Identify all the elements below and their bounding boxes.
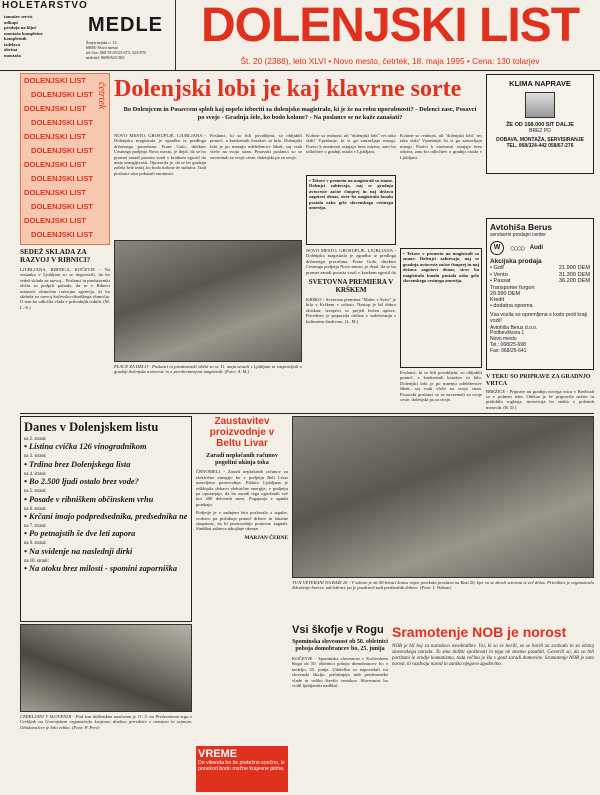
danes-item-page: na 9. strani: xyxy=(24,541,47,547)
danes-item xyxy=(24,489,188,504)
danes-photo-image xyxy=(20,624,192,712)
side-logo: DOLENJSKI LIST xyxy=(24,216,87,225)
zaustavitev-body: ČRNOMELJ - Zaradi neplačanih računov za električno energijo bo v podjetju Belt Livar ustavljena proizvodnja. Elektro Ljubljana je odklopila dobavo električne energije, v podjetju pa opozarjajo, da bo zaradi tega ogroženih več kot 200 delovnih mest. Pogajanja z upniki potekajo. xyxy=(196,469,288,507)
danes-item-text: • Trdina brez Dolenjskega lista xyxy=(24,459,131,469)
vreme-box xyxy=(196,746,288,792)
lead-body-col3: Kolone so realnost, ali "dolenjski lobi" res tako slab? Vprašanje, ki si ga zastavljajo mnogi. Pozivi k enotnosti ostajajo brez odziva, zato bo odločitev o gradnji ostala v Ljubljani. xyxy=(306,133,396,155)
premiera-body: KRŠKO - Svetovna premiera "Malec v Švici" je bila v Krškem v soboto. Nastop je bil dobro obiskan; izvajalci so prejeli bučen aplavz. Prireditev je pripravila občina v sodelovanju s kulturnim društvom. (L. M.) xyxy=(306,297,396,324)
danes-item-text: • Po petnajstih še dve leti zapora xyxy=(24,529,136,539)
berus-model-price: 21.990 DEM xyxy=(558,265,590,271)
medle-address xyxy=(86,40,174,60)
berus-extra-line: • dodatna oprema xyxy=(490,303,533,310)
side-logo: DOLENJSKI LIST xyxy=(24,160,87,169)
klima-ad xyxy=(486,74,594,174)
zaustavitev-signature: MARJAN ČERNE xyxy=(244,534,288,541)
vrtec-title: V TEKU SO PRIPRAVE ZA GRADNJO VRTCA xyxy=(486,374,591,387)
lead-body-col4: Kolone so realnost, ali "dolenjski lobi" res tako slab? Vprašanje, ki si ga zastavljajo mnogi. Pozivi k enotnosti ostajajo brez odziva, zato bo odločitev o gradnji ostala v Ljubljani. xyxy=(400,133,482,160)
side-logo: DOLENJSKI LIST xyxy=(31,230,94,239)
berus-address-line: Podbevškova 1 xyxy=(490,330,525,337)
zaustavitev-body2: Podjetje je v zadnjem letu poslovalo z izgubo, vodstvo pa pričakuje pomoč države in lokalne skupnosti, da bi proizvodnjo ponovno zagnali. Sindikat zahteva takojšnje ukrepe. xyxy=(196,510,288,532)
partner-line: montaža kompletne xyxy=(4,30,43,36)
danes-item-page: na 2. strani: xyxy=(24,437,47,442)
berus-sub: serviserni prodajni center xyxy=(490,232,546,238)
premiera-title: SVETOVNA PREMIERA V KRŠKEM xyxy=(308,278,394,294)
berus-invite: Vsa vozila so opremljena s kodo proti kraji vozil! xyxy=(490,311,587,324)
lead-body-col1: NOVO MESTO, GROSUPLJE, LJUBLJANA - Dolenjska magistrala je zgradba iz predloga državnega proračuna. Franc Golo, direktor Cestnega podjetja Novo mesto, je dejal, da se bo promet zaradi porasta vozil v kratkem zgostil do meje zmogljivosti. Opozorila je, da se bo gradnja začela šele tedaj, ko bodo kolone že stalnica. Tudi poslanci niso pokazali enotnosti. xyxy=(114,133,206,176)
lead-box-text: • Težave v prometu na magistrali so znane. Dolenjci zahtevajo, naj se gradnja avtoceste začne čimprej in naj država zagotovi denar, sicer bo magistrala kmalu postala ozko grlo slovenskega cestnega omrežja. xyxy=(309,178,393,211)
lead-box xyxy=(306,175,396,245)
premiera-article xyxy=(306,278,396,412)
klima-price: ŽE OD 168.000 SIT DALJE xyxy=(506,122,574,128)
partner-kicker: HOLETARSTVO xyxy=(2,0,88,11)
klima-phone: TEL. 068/324-442 058/67-276 xyxy=(506,143,574,149)
masthead-rule xyxy=(0,70,600,71)
danes-item-text: • Krčani imajo podpredsednika, predsednika ne xyxy=(24,512,188,522)
danes-box xyxy=(20,416,192,622)
berus-model-name: • Golf xyxy=(490,265,504,271)
medle-address-line: mobitel: 0609/623-585 xyxy=(86,55,125,60)
partner-line: montaža xyxy=(4,52,21,58)
partner-line: izdelava xyxy=(4,41,21,47)
side-logo: DOLENJSKI LIST xyxy=(24,76,87,85)
partner-line: tamašev servis xyxy=(4,14,33,19)
danes-item-text: • Listina cvička 126 vinogradnikom xyxy=(24,442,147,452)
sramote-body: NOB je bil boj za narodovo osvoboditev. Vsi, ki so se borili, so se borili za svobodo in za obstoj slovenskega naroda. To smo dolžni spoštovati in tega ne smemo pozabiti. Govorili so, da so bili partizani le orodje komunizma, toda večina je šla v gozd zaradi domovine. Sramotenje NOB je zato norost, ki razdvaja narod in zanika njegovo zgodovino. xyxy=(392,644,594,667)
danes-item xyxy=(24,437,188,452)
danes-item-page: na 7. strani: xyxy=(24,524,47,530)
danes-item-text: • Posade v ribniškem občinskem vrhu xyxy=(24,494,154,504)
side-logo: DOLENJSKI LIST xyxy=(31,174,94,183)
danes-item xyxy=(24,541,188,556)
lead-subhead: Bo Dolenjcem in Posavcem sploh kaj uspelo izboriti za dolenjsko magistralo, ki je že na robu uporabnosti? - Dolenci zase, Posavci po svoje - Gradnja šele, ko bodo kolone? - Na poslance se ne kaže zanašati? xyxy=(123,106,477,121)
vw-logo-icon: W xyxy=(490,241,504,255)
berus-model-list xyxy=(490,265,590,285)
danes-item-text: • Bo 2.500 ljudi ostalo brez vode? xyxy=(24,477,139,487)
berus-model-name: • Vento xyxy=(490,271,508,278)
side-day-label: četrtek xyxy=(96,82,107,110)
berus-model-price: 36.200 DEM xyxy=(558,278,590,284)
side-article-title: SEDEŽ SKLADA ZA RAZVOJ V RIBNICI? xyxy=(20,248,91,264)
lead-body-col3b: NOVO MESTO, GROSUPLJE, LJUBLJANA - Dolenjska magistrala je zgradba iz predloga državnega proračuna. Franc Golo, direktor Cestnega podjetja Novo mesto, je dejal, da se bo promet zaradi porasta vozil v kratkem zgostil do xyxy=(306,248,396,275)
newspaper-title: DOLENJSKI LIST xyxy=(200,0,580,52)
partner-lines xyxy=(4,14,60,58)
col4-box-text: • Težave v prometu na magistrali so znane. Dolenjci zahtevajo, naj se gradnja avtoceste začne čimprej in naj država zagotovi denar, sicer bo magistrala kmalu postala ozko grlo slovenskega cestnega omrežja. xyxy=(403,251,479,284)
col4-tail: Poslanci, ki so bili povabljeni, so obljubili pomoč, a konkretnih korakov ni bilo. Dolenjski lobi je po mnenju udeležencev šibek, saj vsak vleče na svojo stran. Posavski poslanci so se zavzemali za svoje ceste, dolenjski pa za svoje. xyxy=(400,370,482,403)
side-logo: DOLENJSKI LIST xyxy=(24,188,87,197)
skofje-body: KOČEVJE - Spominska slovesnost v Kočevskem Rogu ob 50. obletnici poboja domobrancev bo v nedeljo, 25. junija. Udeležbo so napovedali vsi slovenski škofje, pričakujejo tudi predstavnike vlade in veliko število vernikov. Slovesnost bo vodil ljubljanski nadškof. xyxy=(292,656,388,689)
side-logo: DOLENJSKI LIST xyxy=(24,132,87,141)
berus-address-line: Novo mesto xyxy=(490,336,517,343)
berus-address-line: Tel.: 068/25-698 xyxy=(490,342,526,349)
danes-item xyxy=(24,559,188,574)
medle-address-line: 68000 Novo mesto xyxy=(86,45,118,50)
danes-item-page: na 3. strani: xyxy=(24,454,47,460)
berus-extra-line: Transporter furgon xyxy=(490,284,535,291)
zaustavitev-subtitle: Zaradi neplačanih računov pogoltni ukinja toka xyxy=(206,452,278,467)
masthead xyxy=(0,0,600,70)
danes-item xyxy=(24,454,188,469)
berus-ad xyxy=(486,218,594,370)
partner-ad xyxy=(0,0,176,70)
danes-item-page: na 5. strani: xyxy=(24,489,47,495)
klima-unit-icon xyxy=(525,92,555,118)
klima-header: KLIMA NAPRAVE xyxy=(509,79,571,88)
vreme-title: VREME xyxy=(198,748,238,760)
vrtec-body: BREŽICE - Priprave na gradnjo novega vrtca v Brežicah so v polnem teku. Občina je že pripravila načrte in pridobila soglasja, investicija bo stekla v poletnih mesecih. (B. D.) xyxy=(486,388,594,410)
lead-headline: Dolenjski lobi je kaj klavrne sorte xyxy=(114,76,462,102)
zaustavitev-article xyxy=(196,416,288,744)
skofje-title: Vsi škofje v Rogu xyxy=(292,624,384,636)
danes-item-page: na 6. strani: xyxy=(24,506,47,512)
veterans-photo xyxy=(292,416,594,578)
danes-photo-caption: CERKLJANI V SLOVENIJI - Pod tem dolžinskim naslovom je 11. 5. na Prešernovem trgu v Cerkljah na Gorenjskem organiziralo krajevno društvo prireditev z razstavo in sejmom. Obiskovalcev je bilo veliko. (Foto: P. Perc) xyxy=(20,714,192,730)
danes-item-page: na 10. strani: xyxy=(24,558,49,564)
klima-footer: DOBAVA, MONTAŽA, SERVISIRANJE xyxy=(496,137,584,143)
col4-box xyxy=(400,248,482,368)
side-logo: DOLENJSKI LIST xyxy=(31,118,94,127)
berus-extra-line: 29.990 DEM xyxy=(490,290,520,297)
danes-item-page: na 4. strani: xyxy=(24,471,47,477)
berus-title: Avtohiša Berus xyxy=(490,222,553,232)
partner-line: odkupi xyxy=(4,19,18,25)
berus-address xyxy=(490,326,590,355)
berus-model-name: • Passat xyxy=(490,278,511,284)
mid-rule xyxy=(20,413,594,414)
danes-item-text: • Na otoku brez milosti - spomini zaporniška xyxy=(24,564,178,574)
medle-address-line: Šenjernejska c. 13 xyxy=(86,40,117,45)
partner-line: obrtna xyxy=(4,47,18,52)
medle-logo: MEDLE xyxy=(88,14,163,36)
berus-address-line: Fax: 068/25-641 xyxy=(490,347,527,354)
audi-rings-icon: ○○○○ xyxy=(510,243,524,253)
berus-model-price: 31.300 DEM xyxy=(558,271,590,278)
danes-item-text: • Na svidenje na naslednji dirki xyxy=(24,546,133,556)
berus-logos xyxy=(490,241,590,255)
berus-extra-list xyxy=(490,285,590,310)
zaustavitev-title: Zaustavitev proizvodnje v Beltu Livar xyxy=(209,416,275,449)
lead-photo-caption: PLACE ZA DELO - Poslanci in predstavniki občin so se 11. maja sestali v Ljubljani in razpravljali o gradnji dolenjske avtoceste in o preobremenjeni magistrali. (Foto: A. M.) xyxy=(114,364,302,375)
side-logo: DOLENJSKI LIST xyxy=(31,202,94,211)
klima-price-sub: BREZ PD xyxy=(529,128,551,134)
veterans-photo-image xyxy=(292,416,594,578)
danes-photo xyxy=(20,624,192,712)
side-article xyxy=(20,248,110,408)
lead-body-col2: Poslanci, ki so bili povabljeni, so obljubili pomoč, a konkretnih korakov ni bilo. Dolenjski lobi je po mnenju udeležencev šibek, saj vsak vleče na svojo stran. Posavski poslanci so se zavzemali za svoje ceste, dolenjski pa za svoje. xyxy=(210,133,302,160)
medle-address-line: tel./fax: 068 58 65/23-673, 323-870 xyxy=(86,50,146,55)
berus-offer-title: Akcijska prodaja xyxy=(490,258,542,265)
side-logo: DOLENJSKI LIST xyxy=(24,104,87,113)
skofje-subtitle: Spominska slovesnost ob 50. obletnici poboja domobrancev bo, 25. junija xyxy=(292,639,388,652)
issue-line: Št. 20 (2388), leto XLVI • Novo mesto, četrtek, 18. maja 1995 • Cena: 130 tolarjev xyxy=(240,56,540,66)
partner-line: kompletnih xyxy=(4,36,27,41)
skofje-article xyxy=(292,624,388,792)
partner-line: prodaja na ključ xyxy=(4,25,37,30)
audi-brand: Audi xyxy=(529,245,544,251)
danes-item xyxy=(24,507,188,522)
lead-photo xyxy=(114,240,302,362)
side-logo-strip xyxy=(20,73,110,245)
veterans-caption: TUJI VETERANI NA BAZI 20 - V soboto je ob 50-letnici konca vojne potekala proslava na Bazi 20, kjer so se zbrali veterani iz več držav. Prireditev je organiziralo Združenje borcev, udeležence pa je pozdravil tudi predsednik države. (Foto: I. Vidmar) xyxy=(292,580,594,591)
danes-item xyxy=(24,524,188,539)
danes-items xyxy=(24,437,188,574)
vrtec-article xyxy=(486,374,594,414)
lead-photo-image xyxy=(114,240,302,362)
sramote-article xyxy=(392,624,594,792)
vreme-text: Do vikenda bo še pretežno sončno, le ponekod bodo možne krajevne plohe. xyxy=(198,760,285,772)
side-article-text: LJUBLJANA, RIBNICA, KOČEVJE - Na sestanku v Ljubljani so se dogovorili, da bo sedež sklada za razvoj... Poslanci in predstavniki občin so podprli pobudo, da se v Ribnici ustanovi območna razvojna agencija, ki bo skrbela za razvoj kočevsko-ribniškega območja. O tem bo odločila vlada v prihodnjih tednih. (M. L.-S.) xyxy=(20,267,110,310)
side-logo: DOLENJSKI LIST xyxy=(31,90,94,99)
sramote-title: Sramotenje NOB je norost xyxy=(392,624,567,640)
berus-address-line: Avtohiša Berus d.o.o. xyxy=(490,324,538,331)
danes-title: Danes v Dolenjskem listu xyxy=(24,420,159,434)
danes-item xyxy=(24,472,188,487)
side-logo: DOLENJSKI LIST xyxy=(31,146,94,155)
berus-extra-line: Kredit xyxy=(490,297,505,304)
